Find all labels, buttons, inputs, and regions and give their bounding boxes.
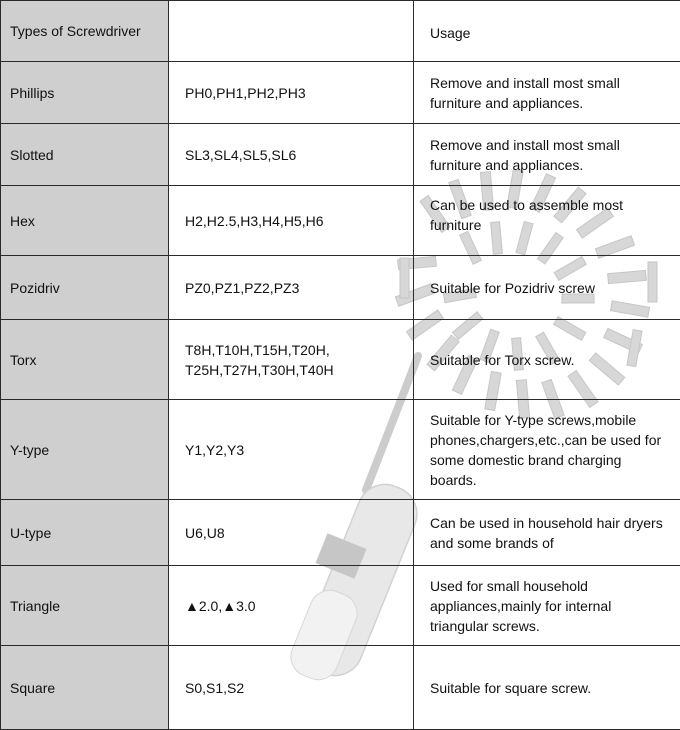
- table-row: [1, 566, 680, 646]
- table-row: [1, 646, 680, 730]
- type-cell: Triangle: [1, 566, 169, 646]
- usage-cell: Remove and install most small furniture and appliances.: [414, 124, 680, 186]
- table-header-row: [1, 1, 680, 62]
- sizes-cell: ▲2.0,▲3.0: [169, 566, 414, 646]
- type-cell: Phillips: [1, 62, 169, 124]
- type-cell: Pozidriv: [1, 256, 169, 320]
- usage-cell: Can be used in household hair dryers and some brands of: [414, 500, 680, 566]
- table-row: [1, 400, 680, 500]
- sizes-cell: PZ0,PZ1,PZ2,PZ3: [169, 256, 414, 320]
- sizes-cell: SL3,SL4,SL5,SL6: [169, 124, 414, 186]
- type-cell: Y-type: [1, 400, 169, 500]
- type-cell: Torx: [1, 320, 169, 400]
- table-row: [1, 256, 680, 320]
- sizes-cell: PH0,PH1,PH2,PH3: [169, 62, 414, 124]
- sizes-cell: U6,U8: [169, 500, 414, 566]
- sizes-cell: Y1,Y2,Y3: [169, 400, 414, 500]
- type-cell: U-type: [1, 500, 169, 566]
- sizes-cell: T8H,T10H,T15H,T20H, T25H,T27H,T30H,T40H: [169, 320, 414, 400]
- table-row: [1, 124, 680, 186]
- header-types-of-screwdriver: Types of Screwdriver: [1, 1, 169, 62]
- table-row: [1, 500, 680, 566]
- table-row: [1, 62, 680, 124]
- usage-cell: Suitable for square screw.: [414, 646, 680, 730]
- usage-cell: Suitable for Pozidriv screw: [414, 256, 680, 320]
- table-row: [1, 320, 680, 400]
- usage-cell: Suitable for Y-type screws,mobile phones,chargers,etc.,can be used for some domestic brand charging boards.: [414, 400, 680, 500]
- table-row: [1, 186, 680, 256]
- header-sizes: [169, 1, 414, 62]
- header-usage: Usage: [414, 1, 680, 62]
- usage-cell: Can be used to assemble most furniture: [414, 186, 680, 256]
- type-cell: Hex: [1, 186, 169, 256]
- usage-cell: Remove and install most small furniture and appliances.: [414, 62, 680, 124]
- sizes-cell: S0,S1,S2: [169, 646, 414, 730]
- type-cell: Square: [1, 646, 169, 730]
- type-cell: Slotted: [1, 124, 169, 186]
- usage-cell: Used for small household appliances,mainly for internal triangular screws.: [414, 566, 680, 646]
- sizes-cell: H2,H2.5,H3,H4,H5,H6: [169, 186, 414, 256]
- usage-cell: Suitable for Torx screw.: [414, 320, 680, 400]
